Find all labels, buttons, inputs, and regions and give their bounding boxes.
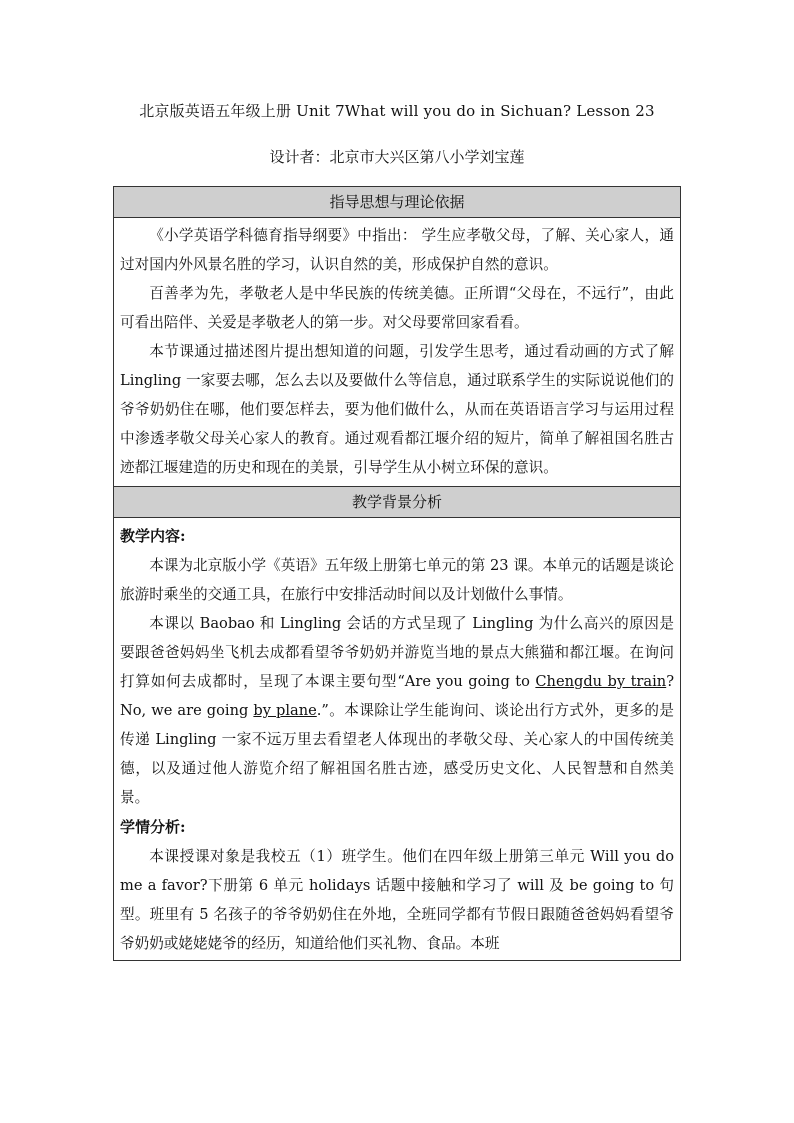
section-body-guidance [114, 218, 680, 487]
content-paragraph-2-part1: 本课以 Baobao 和 Lingling 会话的方式呈现了 Lingling 为什么高兴的原因是要跟爸爸妈妈坐飞机去成都看望爷爷奶奶并游览当地的景点大熊猫和都江堰。在询问打算如何去成都时，呈现了本课主要句型“Are you going to [120, 615, 674, 690]
teaching-content-heading: 教学内容: [120, 527, 186, 545]
content-paragraph-2-part3: .”。本课除让学生能询问、谈论出行方式外，更多的是传递 Lingling 一家不远万里去看望老人体现出的孝敬父母、关心家人的中国传统美德，以及通过他人游览介绍了解祖国名胜古迹，感受历史文化、人民智慧和自然美景。 [120, 702, 674, 806]
guidance-paragraph-1: 《小学英语学科德育指导纲要》中指出： 学生应孝敬父母，了解、关心家人，通过对国内外风景名胜的学习，认识自然的美，形成保护自然的意识。 [120, 227, 674, 273]
designer-line: 设计者：北京市大兴区第八小学刘宝莲 [269, 148, 525, 166]
section-header-guidance: 指导思想与理论依据 [114, 187, 680, 218]
section-header-background: 教学背景分析 [114, 487, 680, 518]
underlined-phrase-plane: by plane [253, 702, 317, 719]
learner-paragraph-1: 本课授课对象是我校五（1）班学生。他们在四年级上册第三单元 Will you do me a favor?下册第 6 单元 holidays 话题中接触和学习了 will 及 be going to 句型。班里有 5 名孩子的爷爷奶奶住在外地，全班同学都有节假日跟随爸爸妈妈看望爷爷奶奶或姥姥姥爷的经历，知道给他们买礼物、食品。本班 [120, 848, 674, 952]
learner-analysis-heading: 学情分析: [120, 818, 186, 836]
document-title: 北京版英语五年级上册 Unit 7What will you do in Sichuan? Lesson 23 [139, 102, 655, 120]
section-body-background [114, 518, 680, 960]
underlined-phrase-train: Chengdu by train [535, 673, 667, 690]
content-paragraph-2-part2: ? No, we are going [120, 673, 675, 719]
guidance-paragraph-3: 本节课通过描述图片提出想知道的问题，引发学生思考，通过看动画的方式了解 Lingling 一家要去哪，怎么去以及要做什么等信息，通过联系学生的实际说说他们的爷爷奶奶住在哪，他们要怎样去，要为他们做什么，从而在英语语言学习与运用过程中渗透孝敬父母关心家人的教育。通过观看都江堰介绍的短片，简单了解祖国名胜古迹都江堰建造的历史和现在的美景，引导学生从小树立环保的意识。 [120, 343, 674, 476]
guidance-paragraph-2: 百善孝为先，孝敬老人是中华民族的传统美德。正所谓“父母在，不远行”，由此可看出陪伴、关爱是孝敬老人的第一步。对父母要常回家看看。 [120, 285, 674, 331]
content-paragraph-2 [120, 609, 674, 812]
content-paragraph-1: 本课为北京版小学《英语》五年级上册第七单元的第 23 课。本单元的话题是谈论旅游时乘坐的交通工具，在旅行中安排活动时间以及计划做什么事情。 [120, 557, 674, 603]
lesson-plan-table [113, 186, 681, 961]
